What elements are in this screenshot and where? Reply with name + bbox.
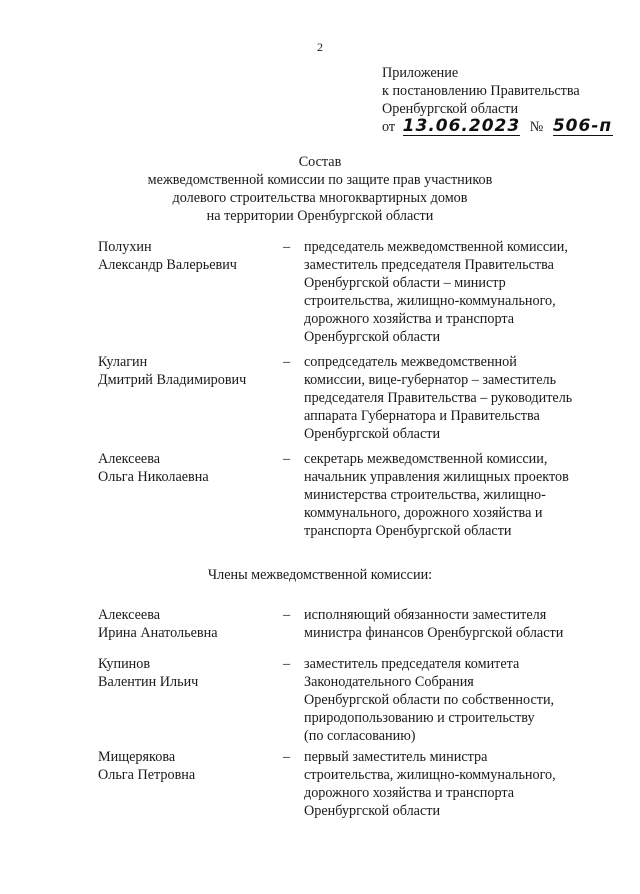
member-given-names: Ирина Анатольевна xyxy=(98,625,218,641)
member-role-line: природопользованию и строительству xyxy=(304,710,535,726)
member-name xyxy=(98,748,278,784)
member-name xyxy=(98,450,278,486)
member-given-names: Ольга Николаевна xyxy=(98,469,209,485)
member-name xyxy=(98,353,278,389)
title-line-3: долевого строительства многоквартирных домов xyxy=(172,190,468,206)
member-surname: Мищерякова xyxy=(98,749,176,765)
document-title xyxy=(0,153,640,225)
member-role-line: начальник управления жилищных проектов xyxy=(304,469,569,485)
member-role-line: председатель межведомственной комиссии, xyxy=(304,239,568,255)
member-role-line: заместитель председателя Правительства xyxy=(304,257,554,273)
member-role-line: коммунального, дорожного хозяйства и xyxy=(304,505,543,521)
handwritten-date: 13.06.2023 xyxy=(402,116,521,136)
from-label: от xyxy=(382,119,396,135)
member-role-line: Оренбургской области xyxy=(304,426,441,442)
member-role-line: министра финансов Оренбургской области xyxy=(304,625,564,641)
member-name xyxy=(98,238,278,274)
member-role xyxy=(304,748,604,820)
member-role-line: первый заместитель министра xyxy=(304,749,488,765)
member-given-names: Александр Валерьевич xyxy=(98,257,237,273)
member-name xyxy=(98,606,278,642)
member-surname: Алексеева xyxy=(98,451,161,467)
member-dash: – xyxy=(283,607,291,623)
member-given-names: Ольга Петровна xyxy=(98,767,196,783)
member-given-names: Дмитрий Владимирович xyxy=(98,372,247,388)
member-role-line: дорожного хозяйства и транспорта xyxy=(304,311,515,327)
members-heading: Члены межведомственной комиссии: xyxy=(207,567,433,583)
member-role-line: министерства строительства, жилищно- xyxy=(304,487,546,503)
member-dash: – xyxy=(283,656,291,672)
member-dash: – xyxy=(283,451,291,467)
member-role xyxy=(304,606,604,642)
member-role-line: исполняющий обязанности заместителя xyxy=(304,607,547,623)
member-role-line: комиссии, вице-губернатор – заместитель xyxy=(304,372,557,388)
member-role-line: сопредседатель межведомственной xyxy=(304,354,517,370)
member-role-line: транспорта Оренбургской области xyxy=(304,523,512,539)
member-surname: Кулагин xyxy=(98,354,148,370)
member-dash: – xyxy=(283,354,291,370)
member-role-line: Оренбургской области xyxy=(304,329,441,345)
member-role-line: заместитель председателя комитета xyxy=(304,656,520,672)
member-role-line: строительства, жилищно-коммунального, xyxy=(304,293,556,309)
member-role-line: Законодательного Собрания xyxy=(304,674,474,690)
title-line-4: на территории Оренбургской области xyxy=(206,208,434,224)
appendix-line-3: Оренбургской области xyxy=(382,101,519,117)
member-dash: – xyxy=(283,749,291,765)
number-label: № xyxy=(529,119,544,135)
member-role-line: Оренбургской области по собственности, xyxy=(304,692,555,708)
member-name xyxy=(98,655,278,691)
member-role-line: аппарата Губернатора и Правительства xyxy=(304,408,540,424)
title-line-2: межведомственной комиссии по защите прав участников xyxy=(147,172,493,188)
member-role-line: Оренбургской области xyxy=(304,803,441,819)
appendix-date-line xyxy=(382,118,613,136)
member-role-line: председателя Правительства – руководитель xyxy=(304,390,573,406)
member-role-line: строительства, жилищно-коммунального, xyxy=(304,767,556,783)
member-role xyxy=(304,450,604,540)
member-role-line: Оренбургской области – министр xyxy=(304,275,506,291)
page-number: 2 xyxy=(317,40,323,54)
member-role-line: дорожного хозяйства и транспорта xyxy=(304,785,515,801)
title-line-1: Состав xyxy=(298,154,342,170)
member-role xyxy=(304,655,604,745)
appendix-line-1: Приложение xyxy=(382,65,459,81)
member-surname: Полухин xyxy=(98,239,152,255)
member-role-line: (по согласованию) xyxy=(304,728,416,744)
member-role xyxy=(304,353,604,443)
handwritten-number: 506-п xyxy=(552,116,613,136)
member-role-line: секретарь межведомственной комиссии, xyxy=(304,451,548,467)
member-role xyxy=(304,238,604,346)
member-surname: Купинов xyxy=(98,656,151,672)
member-surname: Алексеева xyxy=(98,607,161,623)
member-dash: – xyxy=(283,239,291,255)
member-given-names: Валентин Ильич xyxy=(98,674,199,690)
appendix-line-2: к постановлению Правительства xyxy=(382,83,580,99)
appendix-block xyxy=(382,64,613,136)
